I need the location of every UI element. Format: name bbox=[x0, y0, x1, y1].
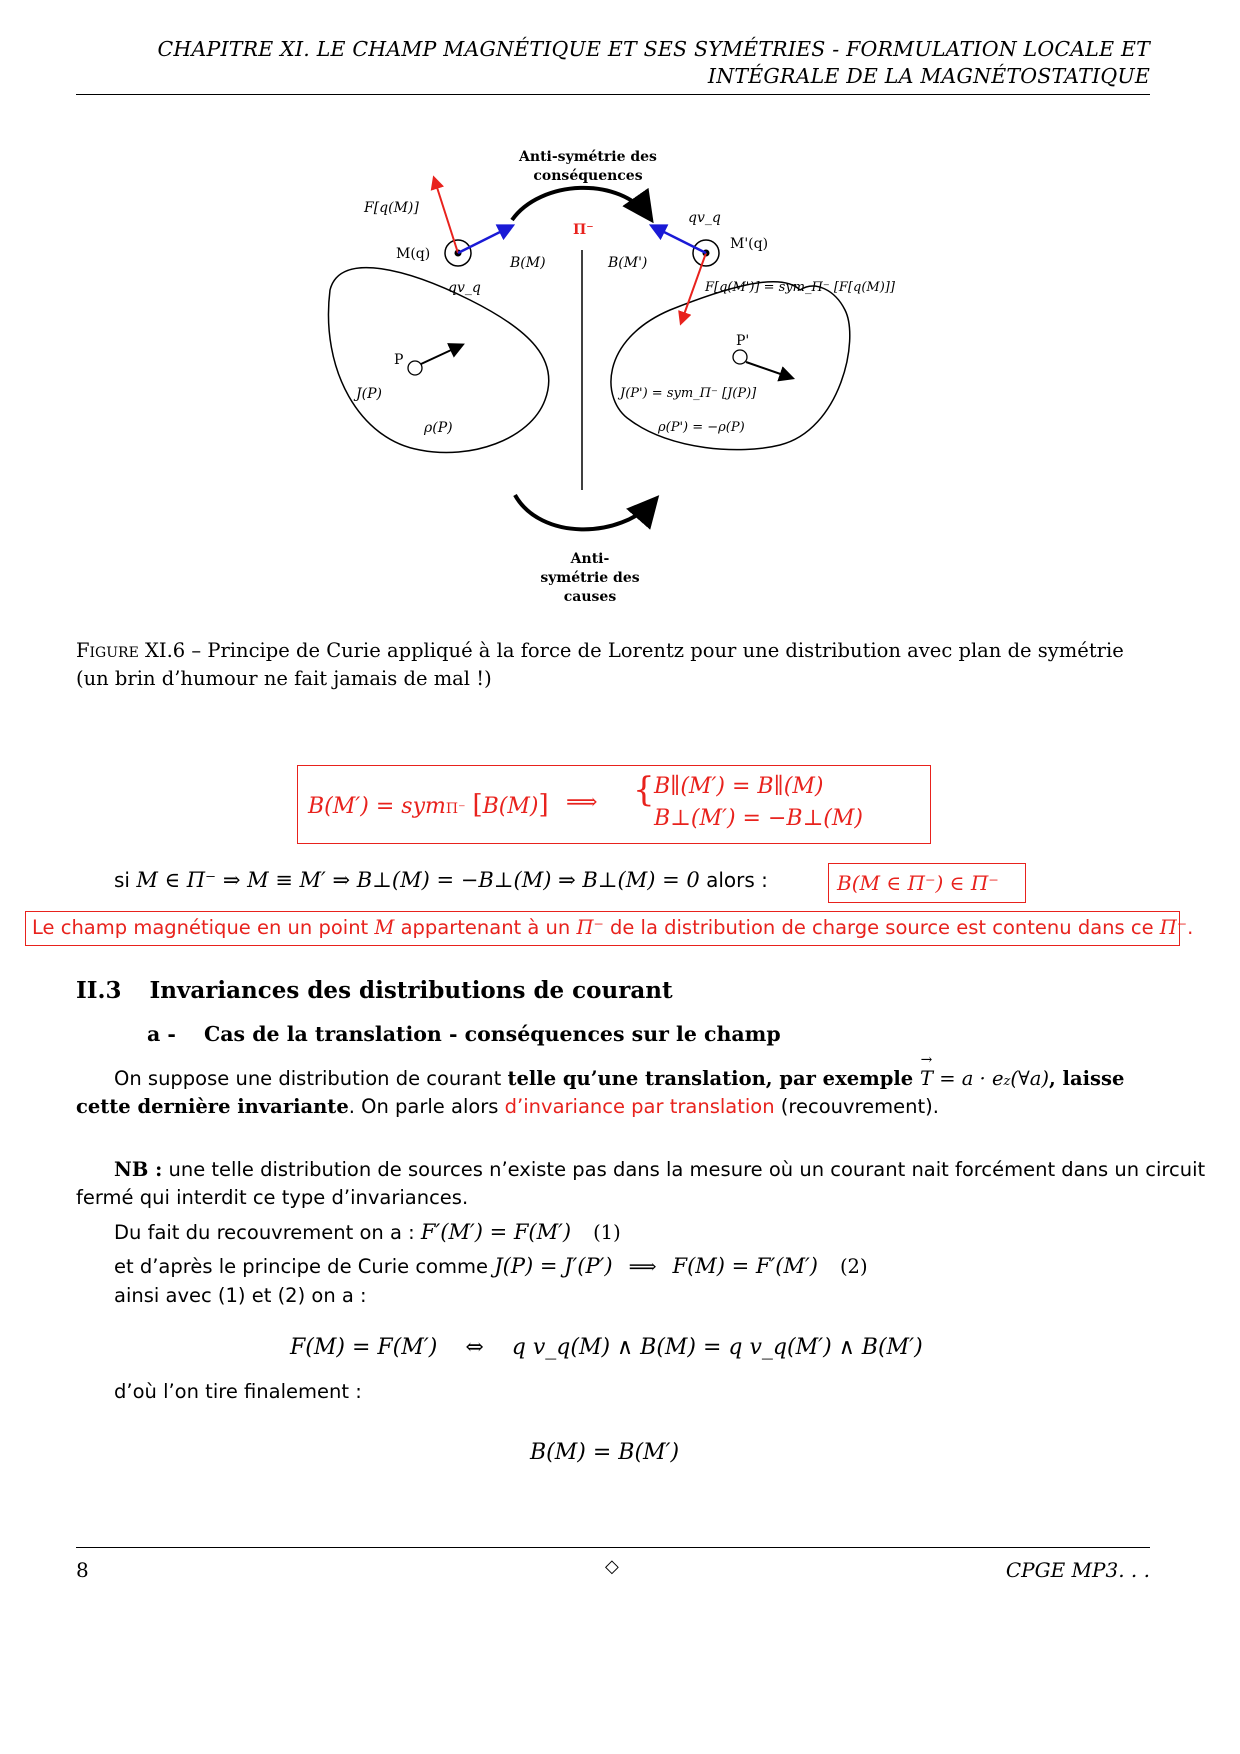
box1-implies: ⟹ bbox=[566, 790, 598, 815]
curie-line: et d’après le principe de Curie comme J(P) = J′(P′) ⟹ F(M) = F′(M′) (2) bbox=[114, 1254, 868, 1278]
box1-perpendicular: B⊥(M′) = −B⊥(M) bbox=[654, 806, 863, 831]
B-label-right: B(M') bbox=[608, 255, 648, 271]
box1-brace: { bbox=[633, 770, 655, 810]
header-rule bbox=[76, 94, 1150, 95]
figure-caption bbox=[76, 637, 1150, 693]
B-label-left: B(M) bbox=[510, 255, 546, 271]
para1-line2: cette dernière invariante. On parle alors d’invariance par translation (recouvrement). bbox=[76, 1095, 939, 1118]
bottom-annotation: Anti- symétrie des causes bbox=[540, 551, 640, 605]
current-arrow-left bbox=[421, 345, 462, 364]
statement-box: Le champ magnétique en un point M appartenant à un Π⁻ de la distribution de charge source est contenu dans ce Π⁻. bbox=[25, 911, 1180, 946]
recouvrement-line: Du fait du recouvrement on a : F′(M′) = F(M′) (1) bbox=[114, 1220, 621, 1244]
footer-course: CPGE MP3. . . bbox=[1005, 1558, 1150, 1582]
P-label-left: P bbox=[394, 352, 404, 368]
point-P-right bbox=[733, 350, 747, 364]
header-line-1: CHAPITRE XI. LE CHAMP MAGNÉTIQUE ET SES SYMÉTRIES - FORMULATION LOCALE ET bbox=[157, 37, 1150, 61]
charge-label-right: M'(q) bbox=[730, 236, 769, 252]
force-arrow-right bbox=[681, 253, 706, 323]
force-label-left: F[q(M)] bbox=[364, 200, 419, 216]
box1-parallel: B∥(M′) = B∥(M) bbox=[654, 774, 824, 799]
ainsi-line: ainsi avec (1) et (2) on a : bbox=[114, 1284, 367, 1307]
rho-label-right: ρ(P') = −ρ(P) bbox=[658, 420, 745, 435]
velocity-label-right: qv_q bbox=[688, 210, 721, 226]
subsection-title: a - Cas de la translation - conséquences sur le champ bbox=[147, 1022, 781, 1046]
page-number: 8 bbox=[76, 1558, 89, 1582]
boxed-result: B(M ∈ Π⁻) ∈ Π⁻ bbox=[828, 863, 1026, 903]
lorentz-equivalence: F(M) = F(M′) ⇔ q v_q(M) ∧ B(M) = q v_q(M′) ∧ B(M′) bbox=[290, 1335, 923, 1360]
section-title: II.3 Invariances des distributions de courant bbox=[76, 977, 673, 1004]
top-curved-arrow bbox=[512, 188, 650, 220]
plane-label: Π⁻ bbox=[573, 222, 594, 238]
force-label-right: F[q(M')] = sym_Π⁻ [F[q(M)]] bbox=[705, 280, 895, 295]
caption-figure-label: Figure XI.6 bbox=[76, 639, 186, 662]
B-arrow-left bbox=[458, 226, 512, 253]
final-equation: B(M) = B(M′) bbox=[530, 1440, 680, 1465]
velocity-label-left: qv_q bbox=[448, 280, 481, 296]
header-line-2: INTÉGRALE DE LA MAGNÉTOSTATIQUE bbox=[707, 64, 1150, 88]
nb-line1: NB : une telle distribution de sources n’existe pas dans la mesure où un courant nait forcément dans un circuit bbox=[114, 1158, 1206, 1181]
J-label-right: J(P') = sym_Π⁻ [J(P)] bbox=[620, 386, 757, 401]
B-arrow-right bbox=[652, 226, 706, 253]
bottom-curved-arrow bbox=[515, 495, 655, 529]
curie-figure bbox=[300, 140, 950, 620]
P-label-right: P' bbox=[736, 333, 750, 349]
charge-label-left: M(q) bbox=[396, 246, 431, 262]
J-label-left: J(P) bbox=[356, 386, 382, 402]
footer-rule bbox=[76, 1547, 1150, 1548]
boxed-symmetry-equation bbox=[297, 765, 931, 844]
final-text: d’où l’on tire finalement : bbox=[114, 1380, 362, 1403]
current-arrow-right bbox=[746, 362, 792, 378]
box1-left-side: B(M′) = symΠ⁻ [B(M)] bbox=[308, 790, 549, 820]
force-arrow-left bbox=[434, 178, 458, 253]
running-header bbox=[76, 36, 1150, 90]
top-annotation: Anti-symétrie des conséquences bbox=[519, 149, 657, 184]
para1-line1: On suppose une distribution de courant telle qu’une translation, par exemple → T = a · ez(∀a), laisse bbox=[114, 1067, 1124, 1090]
caption-text-2: (un brin d’humour ne fait jamais de mal !) bbox=[76, 667, 492, 690]
rho-label-left: ρ(P) bbox=[424, 420, 453, 436]
caption-text-1: – Principe de Curie appliqué à la force de Lorentz pour une distribution avec plan de symétrie bbox=[185, 639, 1124, 662]
nb-line2: fermé qui interdit ce type d’invariances. bbox=[76, 1186, 469, 1209]
footer-diamond: ◇ bbox=[605, 1556, 619, 1577]
point-P-left bbox=[408, 361, 422, 375]
si-line: si M ∈ Π⁻ ⇒ M ≡ M′ ⇒ B⊥(M) = −B⊥(M) ⇒ B⊥(M) = 0 alors : bbox=[114, 868, 768, 892]
